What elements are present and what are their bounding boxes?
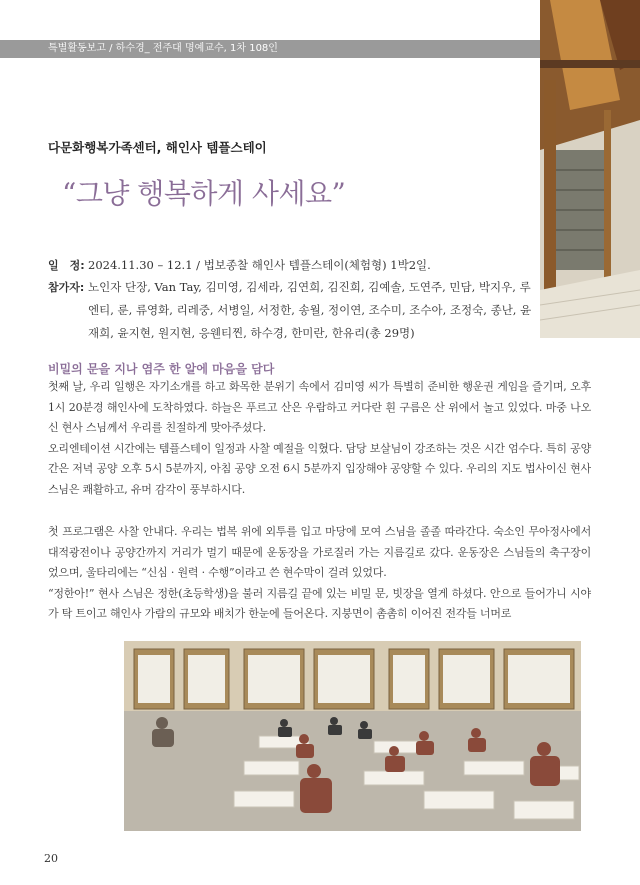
temple-corridor-photo (540, 0, 640, 338)
schedule-label: 일 정: (48, 259, 85, 272)
breadcrumb: 특별활동보고 / 하수경_ 전주대 명예교수, 1차 108인 (0, 40, 540, 58)
schedule-line (48, 254, 431, 277)
section-title: 다문화행복가족센터, 해인사 템플스테이 (48, 140, 267, 155)
body-section-1 (48, 377, 591, 500)
paragraph: 오리엔테이션 시간에는 템플스테이 일정과 사찰 예절을 익혔다. 담당 보살님이 강조하는 것은 시간 엄수다. 특히 공양간은 저녁 공양 오후 5시 5분까지, 아침 공양 오전 6시 5분까지 입장해야 공양할 수 있다. 우리의 지도 법사이신 현사 스님은 쾌활하고, 유머 감각이 풍부하시다. (48, 441, 591, 496)
participants-value: 노인자 단장, Van Tay, 김미영, 김세라, 김연희, 김진희, 김예솔, 도연주, 민담, 박지우, 루엔티, 룬, 류영화, 리레중, 서병일, 서정한, 송월, 정이연, 조수미, 조수아, 조정숙, 종난, 윤재희, 윤지현, 원지현, 응웬티찐, 하수경, 한미란, 한유리(총 29명) (88, 280, 532, 340)
subheading: 비밀의 문을 지나 염주 한 알에 마음을 담다 (48, 362, 275, 376)
participants-block (48, 276, 538, 340)
page-number: 20 (44, 852, 58, 865)
paragraph: 첫째 날, 우리 일행은 자기소개를 하고 화목한 분위기 속에서 김미영 씨가 특별히 준비한 행운권 게임을 즐기며, 오후 1시 20분경 해인사에 도착하였다. 하늘은 푸르고 산은 우람하고 커다란 흰 구름은 산 위에서 놀고 있었다. 마중 나오신 현사 스님께서 우리를 친절하게 맞아주셨다. (48, 380, 591, 434)
participants-label: 참가자: (48, 281, 85, 294)
paragraph: “정한아!” 현사 스님은 정한(초등학생)을 불러 지름길 끝에 있는 비밀 문, 빗장을 열게 하셨다. 안으로 들어가니 시야가 탁 트이고 해인사 가람의 규모와 배치가 한눈에 들어온다. 지붕면이 촘촘히 이어진 전각들 너머로 (48, 586, 591, 620)
paragraph: 첫 프로그램은 사찰 안내다. 우리는 법복 위에 외투를 입고 마당에 모여 스님을 졸졸 따라간다. 숙소인 무아정사에서 대적광전이나 공양간까지 거리가 멀기 때문에 운동장을 가로질러 가는 지름길로 갔다. 운동장은 스님들의 축구장이었으며, 울타리에는 “신심 · 원력 · 수행”이라고 쓴 현수막이 걸려 있었다. (48, 525, 591, 579)
meditation-hall-photo (124, 641, 581, 831)
article-headline: “그냥 행복하게 사세요” (62, 177, 346, 210)
schedule-value: 2024.11.30 – 12.1 / 법보종찰 해인사 템플스테이(체험형) 1박2일. (88, 258, 431, 272)
body-section-2 (48, 522, 591, 625)
